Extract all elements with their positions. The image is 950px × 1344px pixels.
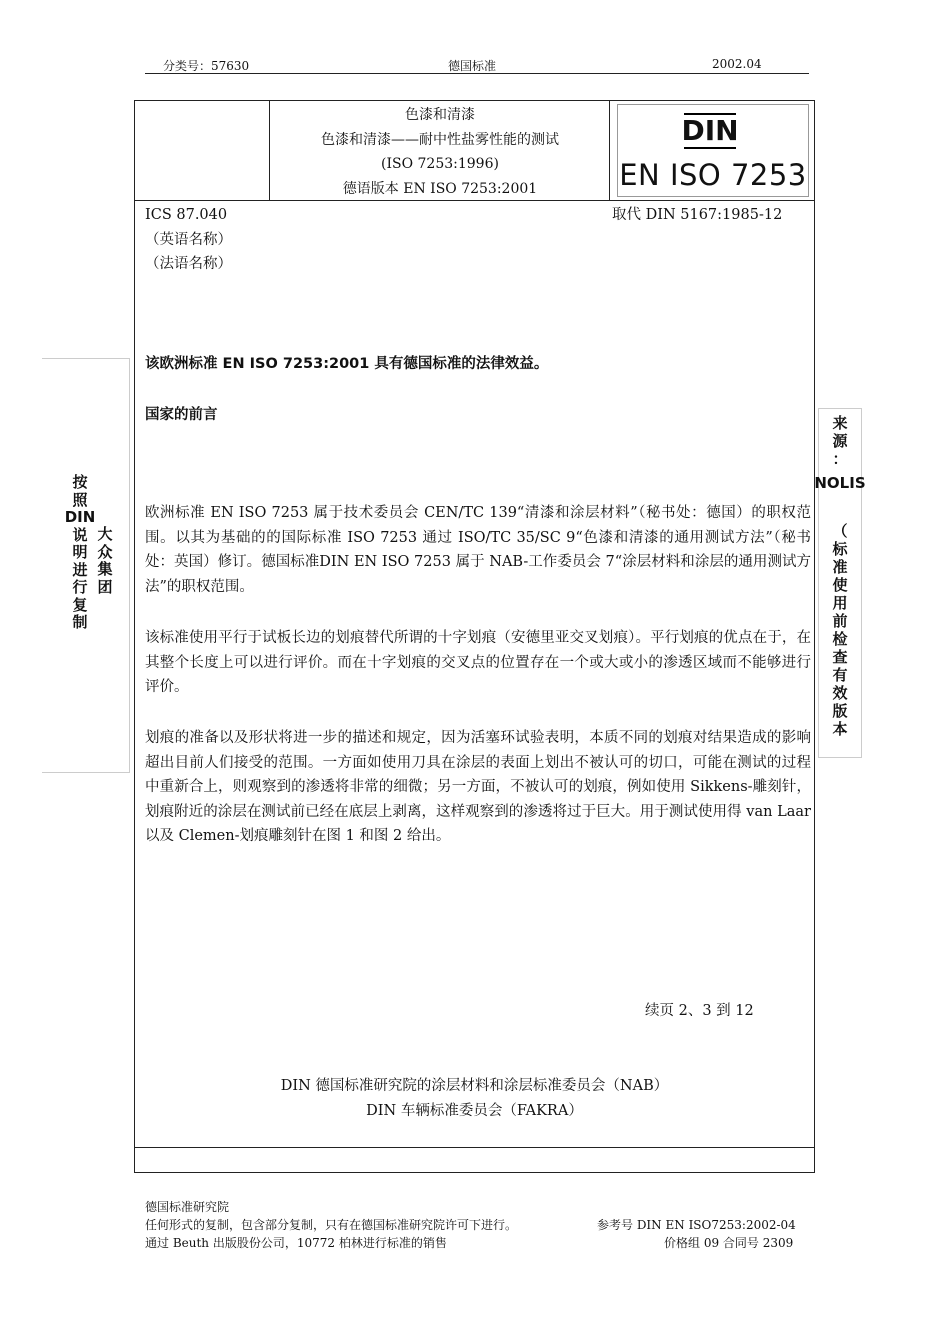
ics-code: ICS 87.040 [145, 207, 228, 223]
continuation-note: 续页 2、3 到 12 [645, 1003, 754, 1019]
classification-number: 分类号：57630 [163, 59, 250, 73]
paragraph-1: 欧洲标准 EN ISO 7253 属于技术委员会 CEN/TC 139“清漆和涂层材料”（秘书处：德国）的职权范围。以其为基础的的国际标准 ISO 7253 通过 ISO/TC 35/SC 9“色漆和清漆的通用测试方法”（秘书处：英国）修订。德国标准DIN EN ISO 7253 属于 NAB-工作委员会 7“涂层材料和涂层的通用测试方法”的职权范围。 [145, 505, 811, 595]
title-line-3: (ISO 7253:1996) [381, 156, 499, 172]
header-issuer: 德国标准 [448, 59, 497, 73]
header-date: 2002.04 [712, 57, 762, 71]
committee-line-1: DIN 德国标准研究院的涂层材料和涂层标准委员会（NAB） [280, 1078, 669, 1094]
header-rule [145, 73, 809, 74]
footer-price: 价格组 09 合同号 2309 [664, 1236, 794, 1250]
standard-code: EN ISO 7253 [619, 158, 807, 192]
left-vertical-text: 按 照 DIN 说 明 进 行 复 制 [64, 473, 96, 631]
footer-reference: 参考号 DIN EN ISO7253:2002-04 [597, 1218, 796, 1232]
title-line-2: 色漆和清漆——耐中性盐雾性能的测试 [321, 131, 559, 148]
document-title [270, 103, 610, 201]
english-name: （英语名称） [145, 232, 232, 248]
title-line-1: 色漆和清漆 [405, 107, 475, 123]
title-line-4: 德语版本 EN ISO 7253:2001 [342, 180, 538, 197]
din-logo [617, 104, 809, 197]
right-vertical-text: 来 源 ： NOLIS （ 标 准 使 用 前 检 查 有 效 版 本 [814, 414, 866, 738]
paragraph-3: 划痕的准备以及形状将进一步的描述和规定，因为活塞环试验表明，本质不同的划痕对结果造成的影响超出目前人们接受的范围。一方面如使用刀具在涂层的表面上划出不被认可的切口，可能在测试的过程中重新合上，则观察到的渗透将非常的细微；另一方面，不被认可的划痕，例如使用 Sikkens-雕刻针，划痕附近的涂层在测试前已经在底层上剥离，这样观察到的渗透将过于巨大。用于测试使用得 van Laar 以及 Clemen-划痕雕刻针在图 1 和图 2 给出。 [145, 730, 811, 844]
left-vertical-group-text: 大 众 集 团 [97, 525, 113, 596]
paragraph-2: 该标准使用平行于试板长边的划痕替代所谓的十字划痕（安德里亚交叉划痕）。平行划痕的优点在于，在其整个长度上可以进行评价。而在十字划痕的交叉点的位置存在一个或大或小的渗透区域而不能够进行评价。 [145, 630, 811, 695]
committee-line-2: DIN 车辆标准委员会（FAKRA） [366, 1103, 583, 1119]
footer-sales: 通过 Beuth 出版股份公司，10772 柏林进行标准的销售 [145, 1236, 447, 1250]
french-name: （法语名称） [145, 256, 232, 272]
replaces-standard: 取代 DIN 5167:1985-12 [612, 207, 783, 223]
din-mark: DIN [681, 114, 739, 147]
foreword-heading: 国家的前言 [145, 407, 218, 423]
footer-copyright: 任何形式的复制，包含部分复制，只有在德国标准研究院许可下进行。 [145, 1218, 518, 1232]
bottom-rule [134, 1147, 815, 1148]
footer-institute: 德国标准研究院 [145, 1200, 230, 1214]
legal-statement: 该欧洲标准 EN ISO 7253:2001 具有德国标准的法律效益。 [145, 356, 549, 372]
